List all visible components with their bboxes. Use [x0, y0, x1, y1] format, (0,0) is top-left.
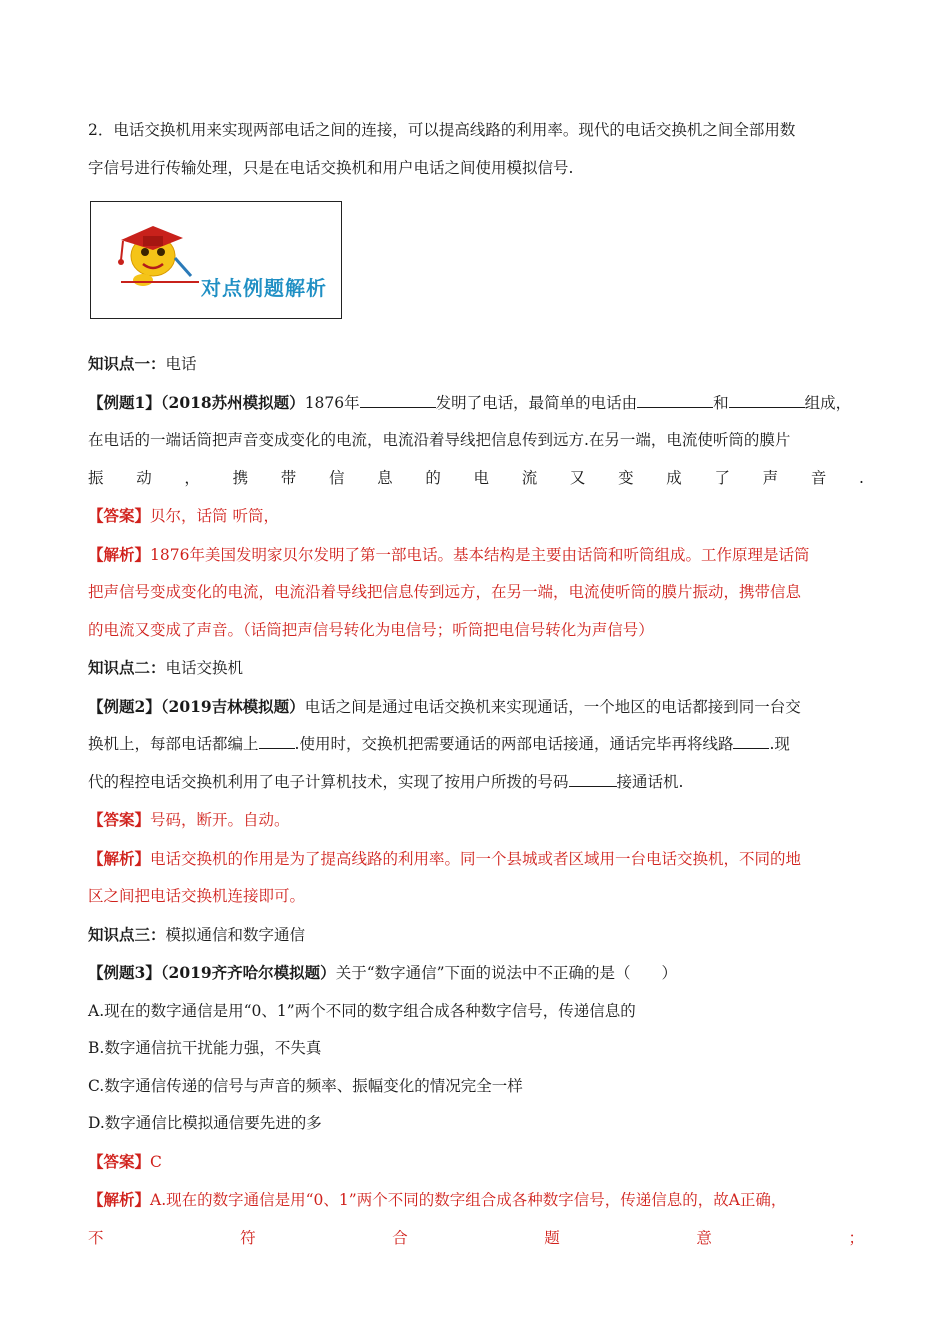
analysis-text: 1876年美国发明家贝尔发明了第一部电话。基本结构是主要由话筒和听筒组成。工作原理是话筒 [150, 545, 810, 564]
analysis-tag: 【解析】 [88, 848, 151, 868]
char: 携 [232, 468, 249, 487]
graduation-cap-mascot-icon [91, 202, 343, 320]
example-tag: 【例题1】 [88, 392, 161, 412]
answer-tag: 【答案】 [88, 1151, 151, 1171]
char: 的 [425, 468, 441, 487]
question-text: 1876年 [304, 393, 360, 412]
char: 动 [136, 468, 152, 487]
analysis-tag: 【解析】 [88, 544, 151, 564]
question-text: 关于“数字通信”下面的说法中不正确的是（ ） [335, 964, 678, 982]
example-2-analysis-1 [88, 840, 864, 879]
intro-line-1: 2．电话交换机用来实现两部电话之间的连接，可以提高线路的利用率。现代的电话交换机之间全部用数 [88, 121, 796, 139]
example-3-stem [88, 954, 864, 993]
answer-tag: 【答案】 [88, 506, 151, 525]
example-source: （2019齐齐哈尔模拟题） [160, 963, 336, 982]
char: 变 [618, 468, 634, 487]
char: . [859, 468, 864, 487]
question-text: 换机上，每部电话都编上 [88, 735, 259, 753]
answer-tag: 【答案】 [88, 810, 151, 829]
question-text: 接通话机. [616, 772, 684, 791]
question-text: 和 [713, 393, 729, 412]
char: 音 [810, 468, 827, 487]
kp-head: 知识点三： [88, 924, 166, 944]
example-tag: 【例题3】 [88, 963, 161, 982]
question-text: 发明了电话，最简单的电话由 [435, 393, 638, 412]
char: 不 [88, 1228, 104, 1247]
example-1-line-3 [88, 460, 864, 498]
char: 信 [328, 468, 345, 487]
char: 声 [762, 468, 779, 487]
example-1-analysis-1 [88, 536, 864, 575]
banner-label: 对点例题解析 [201, 276, 327, 300]
char: ； [848, 1228, 864, 1247]
char: ， [184, 468, 200, 487]
kp-title: 模拟通信和数字通信 [165, 925, 306, 944]
char: 符 [240, 1228, 256, 1247]
example-2-line-3 [88, 764, 864, 802]
example-1-analysis-3: 的电流又变成了声音。（话筒把声信号转化为电信号；听筒把电信号转化为声信号） [88, 620, 654, 639]
example-tag: 【例题2】 [88, 696, 161, 716]
char: 题 [544, 1228, 560, 1247]
example-3-analysis-2 [88, 1220, 864, 1258]
example-2-line-2 [88, 726, 864, 764]
example-2-answer [88, 801, 864, 840]
example-2-analysis-2: 区之间把电话交换机连接即可。 [88, 887, 306, 905]
knowledge-point-2 [88, 649, 864, 688]
fill-blank [259, 732, 295, 749]
section-banner [90, 201, 342, 319]
char: 带 [280, 468, 297, 487]
knowledge-point-1 [88, 345, 864, 384]
example-1-line-1 [88, 384, 864, 423]
kp-title: 电话交换机 [165, 659, 244, 677]
knowledge-point-3 [88, 916, 864, 955]
example-1-answer [88, 497, 864, 536]
analysis-tag: 【解析】 [88, 1190, 151, 1209]
answer-text: 贝尔，话筒 听筒， [150, 507, 279, 525]
example-1-analysis-2: 把声信号变成变化的电流，电流沿着导线把信息传到远方，在另一端，电流使听筒的膜片振动，携带信息 [88, 583, 802, 601]
example-3-answer [88, 1143, 864, 1182]
fill-blank [360, 390, 436, 407]
char: 成 [666, 468, 682, 487]
char: 合 [392, 1228, 408, 1247]
char: 电 [473, 468, 490, 487]
fill-blank [569, 769, 617, 786]
kp-title: 电话 [165, 355, 197, 373]
example-3-analysis-1 [88, 1181, 864, 1220]
answer-text: C [150, 1152, 162, 1171]
char: 息 [377, 468, 393, 487]
kp-head: 知识点二： [88, 658, 166, 677]
question-text: 代的程控电话交换机利用了电子计算机技术，实现了按用户所拨的号码 [88, 772, 569, 791]
intro-line-2: 字信号进行传输处理，只是在电话交换机和用户电话之间使用模拟信号. [88, 158, 574, 177]
question-text: 电话之间是通过电话交换机来实现通话，一个地区的电话都接到同一台交 [304, 697, 801, 716]
analysis-text: A.现在的数字通信是用“0、1”两个不同的数字组合成各种数字信号，传递信息的，故A正确， [150, 1191, 787, 1209]
char: 意 [696, 1228, 712, 1247]
example-source: （2019吉林模拟题） [160, 696, 305, 716]
fill-blank [637, 390, 713, 407]
example-1-line-2: 在电话的一端话筒把声音变成变化的电流，电流沿着导线把信息传到远方.在另一端，电流使听筒的膜片 [88, 431, 791, 449]
char: 又 [569, 468, 586, 487]
option-d: D.数字通信比模拟通信要先进的多 [88, 1114, 322, 1132]
fill-blank [729, 390, 805, 407]
option-b: B.数字通信抗干扰能力强，不失真 [88, 1039, 322, 1057]
example-2-line-1 [88, 688, 864, 727]
char: 振 [88, 468, 104, 487]
question-text: .使用时，交换机把需要通话的两部电话接通，通话完毕再将线路 [294, 735, 734, 753]
document-content [88, 112, 864, 1257]
question-text: 组成， [804, 393, 852, 412]
char: 流 [521, 468, 538, 487]
answer-text: 号码，断开。自动。 [150, 811, 290, 829]
char: 了 [714, 468, 730, 487]
example-source: （2018苏州模拟题） [160, 392, 305, 412]
kp-head: 知识点一： [88, 354, 166, 373]
option-a: A.现在的数字通信是用“0、1”两个不同的数字组合成各种数字信号，传递信息的 [88, 1001, 636, 1020]
fill-blank [733, 732, 769, 749]
option-c: C.数字通信传递的信号与声音的频率、振幅变化的情况完全一样 [88, 1076, 523, 1095]
question-text: .现 [769, 735, 790, 753]
analysis-text: 电话交换机的作用是为了提高线路的利用率。同一个县城或者区域用一台电话交换机，不同的地 [150, 849, 802, 868]
